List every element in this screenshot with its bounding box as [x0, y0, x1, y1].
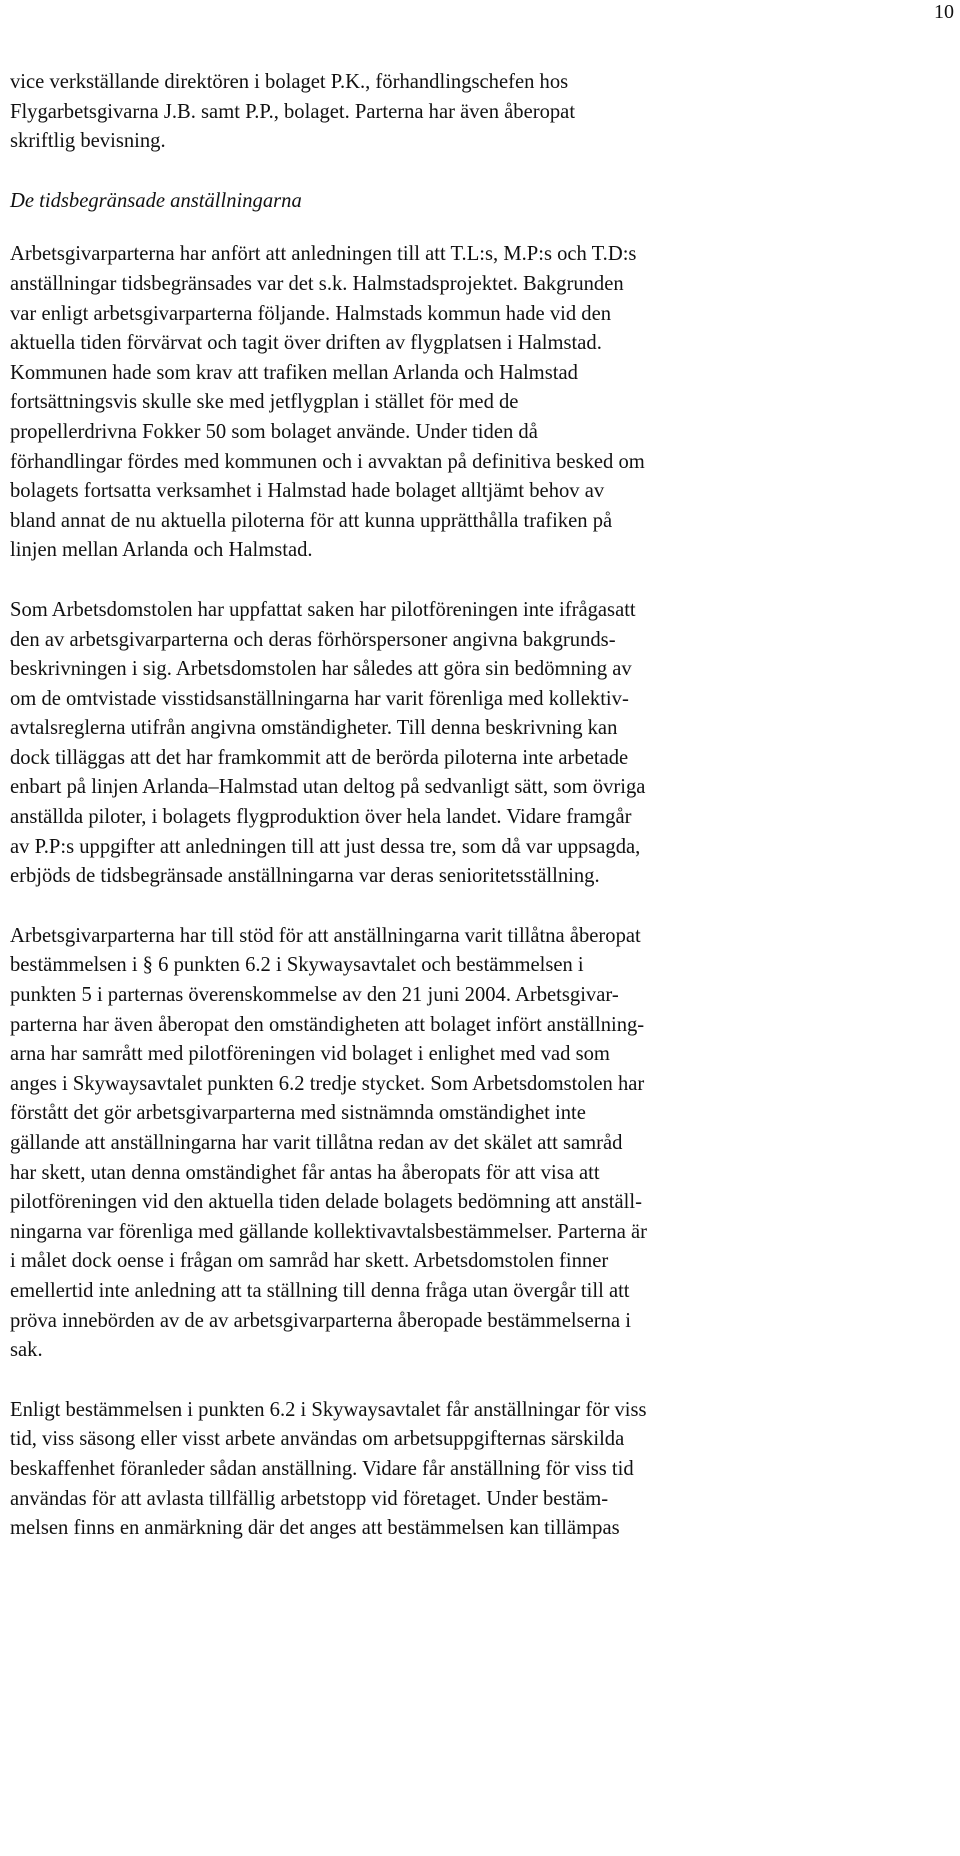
paragraph-assessment: Som Arbetsdomstolen har uppfattat saken har pilotföreningen inte ifrågasatt den av arbetsgivarparterna och deras förhörspersoner angivna bakgrunds- beskrivningen i sig. Arbetsdomstolen har således att göra sin bedömning av om de omtvistade visstidsanställningarna har varit förenliga med kollektiv- avtalsreglerna utifrån angivna omständigheter. Till denna beskrivning kan dock tilläggas att det har framkommit att de berörda piloterna inte arbetade enbart på linjen Arlanda–Halmstad utan deltog på sedvanligt sätt, som övriga anställda piloter, i bolagets flygproduktion över hela landet. Vidare framgår av P.P:s uppgifter att anledningen till att just dessa tre, som då var uppsagda, erbjöds de tidsbegränsade anställningarna var deras senioritetsställning. [10, 598, 646, 888]
paragraph-provision-6-2: Enligt bestämmelsen i punkten 6.2 i Skywaysavtalet får anställningar för viss tid, viss säsong eller visst arbete användas om arbetsuppgifternas särskilda beskaffenhet föranleder sådan anställning. Vidare får anställning för viss tid användas för att avlasta tillfällig arbetstopp vid företaget. Under bestäm- melsen finns en anmärkning där det anges att bestämmelsen kan tillämpas [10, 1398, 647, 1540]
document-body [10, 68, 950, 1544]
paragraph-background: Arbetsgivarparterna har anfört att anledningen till att T.L:s, M.P:s och T.D:s anställningar tidsbegränsades var det s.k. Halmstadsprojektet. Bakgrunden var enligt arbetsgivarparterna följande. Halmstads kommun hade vid den aktuella tiden förvärvat och tagit över driften av flygplatsen i Halmstad. Kommunen hade som krav att trafiken mellan Arlanda och Halmstad fortsättningsvis skulle ske med jetflygplan i stället för med de propellerdrivna Fokker 50 som bolaget använde. Under tiden då förhandlingar fördes med kommunen och i avvaktan på definitiva besked om bolagets fortsatta verksamhet i Halmstad hade bolaget alltjämt behov av bland annat de nu aktuella piloterna för att kunna upprätthålla trafiken på linjen mellan Arlanda och Halmstad. [10, 243, 645, 562]
section-heading: De tidsbegränsade anställningarna [10, 189, 302, 212]
paragraph-witnesses: vice verkställande direktören i bolaget P.K., förhandlingschefen hos Flygarbetsgivarna J.B. samt P.P., bolaget. Parterna har även åberopat skriftlig bevisning. [10, 71, 576, 153]
paragraph-agreement-provisions: Arbetsgivarparterna har till stöd för att anställningarna varit tillåtna åberopat bestämmelsen i § 6 punkten 6.2 i Skywaysavtalet och bestämmelsen i punkten 5 i parternas överenskommelse av den 21 juni 2004. Arbetsgivar- parterna har även åberopat den omständigheten att bolaget infört anställning- arna har samrått med pilotföreningen vid bolaget i enlighet med vad som anges i Skywaysavtalet punkten 6.2 tredje stycket. Som Arbetsdomstolen har förstått det gör arbetsgivarparterna med sistnämnda omständighet inte gällande att anställningarna har varit tillåtna redan av det skälet att samråd har skett, utan denna omständighet får antas ha åberopats för att visa att pilotföreningen vid den aktuella tiden delade bolagets bedömning att anställ- ningarna var förenliga med gällande kollektivavtalsbestämmelser. Parterna är i målet dock oense i frågan om samråd har skett. Arbetsdomstolen finner emellertid inte anledning att ta ställning till denna fråga utan övergår till att pröva innebörden av de av arbetsgivarparterna åberopade bestämmelserna i sak. [10, 924, 648, 1362]
page-number: 10 [934, 1, 954, 23]
